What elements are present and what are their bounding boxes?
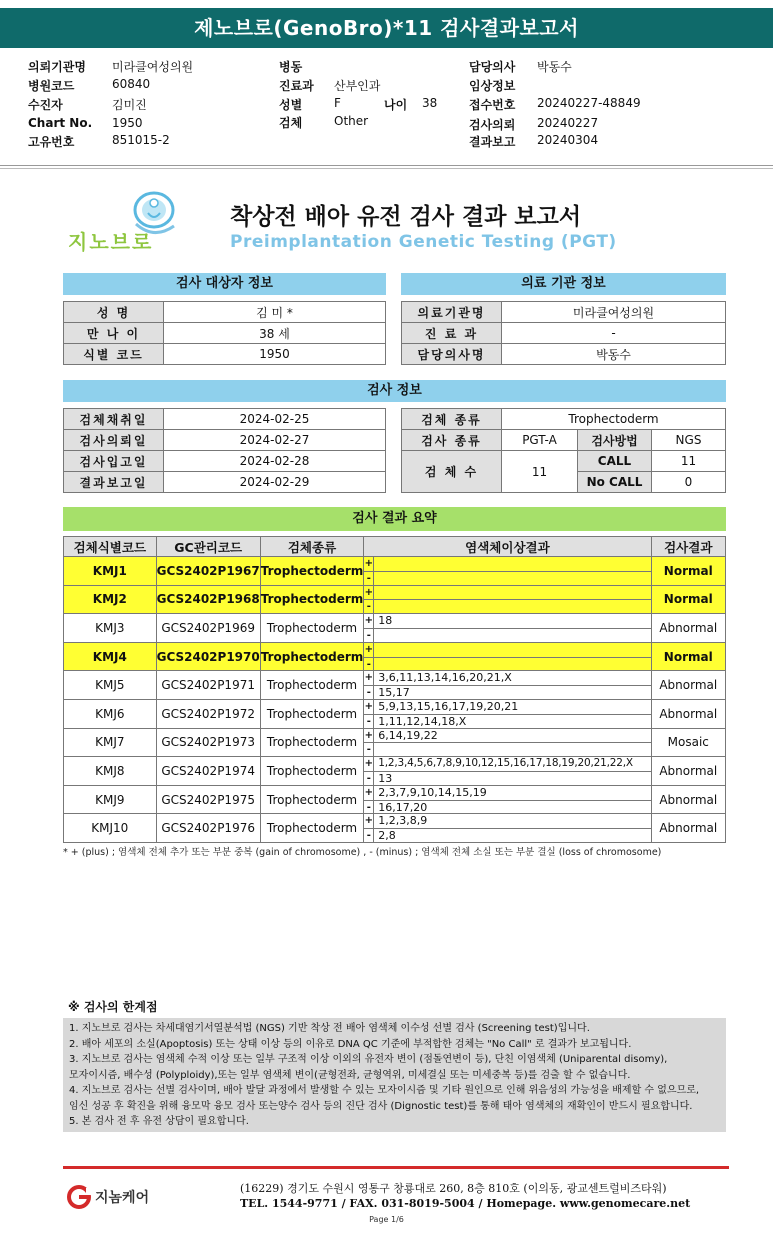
label-doctor: 담당의사 <box>469 60 516 74</box>
subject-info-table <box>63 301 386 365</box>
date-value-collection: 2024-02-25 <box>164 409 386 430</box>
loss-chromosomes: 16,17,20 <box>378 800 428 814</box>
label-specimen: 검체 <box>279 116 303 130</box>
genobro-logo-text: 지노브로 <box>68 230 154 254</box>
specimen-id: KMJ7 <box>64 728 157 757</box>
institution-value-department: - <box>502 323 726 344</box>
result-summary-heading: 검사 결과 요약 <box>63 507 726 531</box>
institution-label-name: 의료기관명 <box>402 302 502 323</box>
test-specimen-table <box>401 408 726 493</box>
table-row <box>64 323 386 344</box>
plus-sign: + <box>364 672 373 684</box>
gain-chromosomes: 1,2,3,8,9 <box>378 814 428 828</box>
minus-sign: - <box>364 772 374 785</box>
company-address: (16229) 경기도 수원시 영통구 창룡대로 260, 8층 810호 (이의동, 광교센트럴비즈타워) <box>240 1182 667 1195</box>
label-unique-no: 고유번호 <box>28 135 75 149</box>
date-value-report: 2024-02-29 <box>164 472 386 493</box>
table-row <box>64 785 726 814</box>
specimen-id: KMJ8 <box>64 757 157 786</box>
col-header-specimen-id: 검체식별코드 <box>64 537 157 557</box>
specimen-type: Trophectoderm <box>260 585 364 614</box>
table-row <box>402 409 726 430</box>
test-result: Abnormal <box>651 757 725 786</box>
plus-sign: + <box>364 700 373 712</box>
gc-code: GCS2402P1976 <box>156 814 260 843</box>
subject-label-name: 성 명 <box>64 302 164 323</box>
subject-value-age: 38 세 <box>164 323 386 344</box>
report-title-bar: 제노브로(GenoBro)*11 검사결과보고서 <box>0 8 773 48</box>
result-summary-table <box>63 536 726 843</box>
label-department: 진료과 <box>279 79 314 93</box>
loss-chromosomes: 1,11,12,14,18,X <box>378 714 467 728</box>
specimen-type: Trophectoderm <box>260 757 364 786</box>
gain-chromosomes: 6,14,19,22 <box>378 728 438 742</box>
value-unique-no: 851015-2 <box>112 133 170 147</box>
label-request-date: 검사의뢰 <box>469 118 516 132</box>
table-row <box>64 344 386 365</box>
genomecare-logo-icon <box>66 1184 92 1210</box>
specimen-type-label: 검체 종류 <box>402 409 502 430</box>
specimen-count-value: 11 <box>502 451 578 493</box>
nocall-label: No CALL <box>578 472 652 493</box>
table-row <box>402 344 726 365</box>
report-title-english: Preimplantation Genetic Testing (PGT) <box>230 232 617 252</box>
value-hospital: 미라클여성의원 <box>112 60 194 74</box>
institution-info-heading: 의료 기관 정보 <box>401 273 726 295</box>
label-chart-no: Chart No. <box>28 116 93 130</box>
value-sex: F <box>334 96 341 110</box>
test-result: Abnormal <box>651 614 725 643</box>
table-row <box>64 409 386 430</box>
label-hospital: 의뢰기관명 <box>28 60 86 74</box>
value-receipt-no: 20240227-48849 <box>537 96 641 110</box>
table-row <box>402 323 726 344</box>
date-label-collection: 검체채취일 <box>64 409 164 430</box>
minus-sign: - <box>364 600 374 613</box>
table-header-row <box>64 537 726 557</box>
limitation-line: 1. 지노브로 검사는 차세대염기서열분석법 (NGS) 기반 착상 전 배아 염색체 이수성 선별 검사 (Screening test)입니다. <box>69 1023 590 1034</box>
loss-chromosomes: 2,8 <box>378 829 396 843</box>
label-sex: 성별 <box>279 98 303 112</box>
table-row <box>64 642 726 671</box>
plus-sign: + <box>364 558 373 569</box>
specimen-id: KMJ10 <box>64 814 157 843</box>
table-row <box>64 614 726 643</box>
header-divider <box>0 165 773 166</box>
label-ward: 병동 <box>279 60 303 74</box>
loss-chromosomes <box>374 743 378 756</box>
table-row <box>402 302 726 323</box>
table-row <box>64 557 726 586</box>
test-result: Abnormal <box>651 785 725 814</box>
value-patient: 김미진 <box>112 98 147 112</box>
date-value-request: 2024-02-27 <box>164 430 386 451</box>
subject-label-id-code: 식별 코드 <box>64 344 164 365</box>
test-result: Normal <box>651 585 725 614</box>
test-result: Abnormal <box>651 699 725 728</box>
limitations-title: ※ 검사의 한계점 <box>68 1000 158 1014</box>
limitation-line: 3. 지노브로 검사는 염색체 수적 이상 또는 일부 구조적 이상 이외의 유전자 변이 (점돌연변이 등), 단친 이염색체 (Uniparental disomy), <box>69 1054 668 1065</box>
table-row <box>64 451 386 472</box>
plus-sign: + <box>364 615 373 627</box>
institution-value-name: 미라클여성의원 <box>502 302 726 323</box>
company-address-block <box>240 1181 690 1211</box>
minus-sign: - <box>364 572 374 585</box>
loss-chromosomes <box>374 600 378 613</box>
value-hospital-code: 60840 <box>112 77 151 91</box>
gc-code: GCS2402P1969 <box>156 614 260 643</box>
loss-chromosomes: 15,17 <box>378 686 410 700</box>
gain-chromosomes <box>374 586 378 600</box>
chromosome-result <box>364 671 651 700</box>
test-result: Normal <box>651 642 725 671</box>
chromosome-result <box>364 699 651 728</box>
report-title-korean: 착상전 배아 유전 검사 결과 보고서 <box>230 204 582 230</box>
limitations-box <box>63 1018 726 1132</box>
header-divider-secondary <box>0 168 773 169</box>
method-label: 검사방법 <box>578 430 652 451</box>
table-row <box>64 302 386 323</box>
report-header <box>0 56 773 166</box>
label-report-date: 결과보고 <box>469 135 516 149</box>
subject-label-age: 만 나 이 <box>64 323 164 344</box>
table-row <box>64 757 726 786</box>
plus-sign: + <box>364 815 373 827</box>
institution-value-doctor: 박동수 <box>502 344 726 365</box>
plus-sign: + <box>364 758 373 770</box>
gain-chromosomes <box>374 557 378 571</box>
date-label-request: 검사의뢰일 <box>64 430 164 451</box>
loss-chromosomes: 13 <box>378 771 393 785</box>
date-value-receipt: 2024-02-28 <box>164 451 386 472</box>
col-header-gc-code: GC관리코드 <box>156 537 260 557</box>
specimen-id: KMJ5 <box>64 671 157 700</box>
specimen-id: KMJ9 <box>64 785 157 814</box>
value-age: 38 <box>422 96 438 110</box>
subject-value-id-code: 1950 <box>164 344 386 365</box>
specimen-type: Trophectoderm <box>260 557 364 586</box>
specimen-id: KMJ4 <box>64 642 157 671</box>
call-label: CALL <box>578 451 652 472</box>
chromosome-result <box>364 757 651 786</box>
limitation-line: 4. 지노브로 검사는 선별 검사이며, 배아 발달 과정에서 발생할 수 있는 모자이시즘 및 기타 원인으로 인해 위음성의 가능성을 배제할 수 없으므로, <box>69 1085 700 1096</box>
table-row <box>64 472 386 493</box>
table-row <box>64 671 726 700</box>
institution-info-table <box>401 301 726 365</box>
table-row <box>402 430 726 451</box>
limitation-line: 임신 성공 후 확진을 위해 융모막 융모 검사 또는양수 검사 등의 진단 검사 (Dignostic test)를 통해 태아 염색체의 재확인이 반드시 필요합니다. <box>69 1100 693 1112</box>
gain-chromosomes: 3,6,11,13,14,16,20,21,X <box>378 671 512 685</box>
date-label-report: 결과보고일 <box>64 472 164 493</box>
subject-info-heading: 검사 대상자 정보 <box>63 273 386 295</box>
chromosome-result <box>364 642 651 671</box>
gc-code: GCS2402P1973 <box>156 728 260 757</box>
test-result: Abnormal <box>651 814 725 843</box>
company-logo <box>66 1184 149 1210</box>
specimen-type-value: Trophectoderm <box>502 409 726 430</box>
date-label-receipt: 검사입고일 <box>64 451 164 472</box>
table-row <box>64 430 386 451</box>
chromosome-result <box>364 585 651 614</box>
minus-sign: - <box>364 686 374 699</box>
limitation-line: 5. 본 검사 전 후 유전 상담이 필요합니다. <box>69 1116 249 1127</box>
value-report-date: 20240304 <box>537 133 599 147</box>
label-clinical-info: 임상정보 <box>469 79 516 93</box>
loss-chromosomes <box>374 658 378 671</box>
loss-chromosomes <box>374 572 378 585</box>
limitation-line: 2. 배아 세포의 소실(Apoptosis) 또는 상태 이상 등의 이유로 DNA QC 기준에 부적합한 검체는 "No Call" 로 결과가 보고됩니다. <box>69 1038 632 1050</box>
plus-sign: + <box>364 586 373 598</box>
label-patient: 수진자 <box>28 98 63 112</box>
specimen-id: KMJ3 <box>64 614 157 643</box>
specimen-type: Trophectoderm <box>260 785 364 814</box>
plus-sign: + <box>364 786 373 798</box>
gain-chromosomes: 1,2,3,4,5,6,7,8,9,10,12,15,16,17,18,19,20,21,22,X <box>378 757 633 770</box>
value-doctor: 박동수 <box>537 60 572 74</box>
minus-sign: - <box>364 743 374 756</box>
gain-chromosomes: 18 <box>378 614 393 628</box>
method-value: NGS <box>652 430 726 451</box>
label-hospital-code: 병원코드 <box>28 79 75 93</box>
specimen-count-label: 검 체 수 <box>402 451 502 493</box>
col-header-test-result: 검사결과 <box>651 537 725 557</box>
call-value: 11 <box>652 451 726 472</box>
label-age: 나이 <box>384 98 408 112</box>
test-type-label: 검사 종류 <box>402 430 502 451</box>
specimen-type: Trophectoderm <box>260 728 364 757</box>
gc-code: GCS2402P1974 <box>156 757 260 786</box>
table-row <box>64 699 726 728</box>
col-header-chromosome-result: 염색체이상결과 <box>364 537 651 557</box>
company-contact: TEL. 1544-9771 / FAX. 031-8019-5004 / Homepage. www.genomecare.net <box>240 1197 691 1210</box>
value-request-date: 20240227 <box>537 116 599 130</box>
col-header-specimen-type: 검체종류 <box>260 537 364 557</box>
table-row <box>64 728 726 757</box>
minus-sign: - <box>364 829 374 842</box>
legend-note: * + (plus) ; 염색체 전체 추가 또는 부분 중복 (gain of chromosome) , - (minus) ; 염색체 전체 소실 또는 부분 결실 (loss of chromosome) <box>63 847 662 858</box>
table-row <box>64 585 726 614</box>
company-name: 지놈케어 <box>95 1190 150 1206</box>
gc-code: GCS2402P1967 <box>156 557 260 586</box>
plus-sign: + <box>364 643 373 655</box>
test-type-value: PGT-A <box>502 430 578 451</box>
gc-code: GCS2402P1970 <box>156 642 260 671</box>
value-specimen: Other <box>334 114 369 128</box>
test-result: Abnormal <box>651 671 725 700</box>
gc-code: GCS2402P1972 <box>156 699 260 728</box>
gain-chromosomes: 5,9,13,15,16,17,19,20,21 <box>378 699 519 713</box>
gc-code: GCS2402P1968 <box>156 585 260 614</box>
label-receipt-no: 접수번호 <box>469 98 516 112</box>
chromosome-result <box>364 557 651 586</box>
chromosome-result <box>364 728 651 757</box>
specimen-id: KMJ1 <box>64 557 157 586</box>
specimen-type: Trophectoderm <box>260 814 364 843</box>
chromosome-result <box>364 614 651 643</box>
gain-chromosomes <box>374 643 378 657</box>
test-dates-table <box>63 408 386 493</box>
plus-sign: + <box>364 729 373 741</box>
specimen-type: Trophectoderm <box>260 699 364 728</box>
specimen-id: KMJ6 <box>64 699 157 728</box>
table-row <box>64 814 726 843</box>
chromosome-result <box>364 814 651 843</box>
nocall-value: 0 <box>652 472 726 493</box>
institution-label-doctor: 담당의사명 <box>402 344 502 365</box>
gain-chromosomes: 2,3,7,9,10,14,15,19 <box>378 785 487 799</box>
value-chart-no: 1950 <box>112 116 143 130</box>
gc-code: GCS2402P1971 <box>156 671 260 700</box>
value-department: 산부인과 <box>334 79 381 93</box>
specimen-type: Trophectoderm <box>260 642 364 671</box>
table-row <box>402 451 726 472</box>
test-result: Mosaic <box>651 728 725 757</box>
loss-chromosomes <box>374 629 378 642</box>
specimen-id: KMJ2 <box>64 585 157 614</box>
subject-value-name: 김 미 * <box>164 302 386 323</box>
minus-sign: - <box>364 715 374 728</box>
test-result: Normal <box>651 557 725 586</box>
minus-sign: - <box>364 658 374 671</box>
test-info-heading: 검사 정보 <box>63 380 726 402</box>
specimen-type: Trophectoderm <box>260 671 364 700</box>
chromosome-result <box>364 785 651 814</box>
footer-divider <box>63 1166 729 1169</box>
minus-sign: - <box>364 629 374 642</box>
specimen-type: Trophectoderm <box>260 614 364 643</box>
gc-code: GCS2402P1975 <box>156 785 260 814</box>
limitation-line: 모자이시즘, 배수성 (Polyploidy),또는 일부 염색체 변이(균형전좌, 균형역위, 미세결실 또는 미세중복 등)를 검출 할 수 없습니다. <box>69 1069 631 1081</box>
page-number: Page 1/6 <box>369 1215 404 1224</box>
institution-label-department: 진 료 과 <box>402 323 502 344</box>
minus-sign: - <box>364 801 374 814</box>
